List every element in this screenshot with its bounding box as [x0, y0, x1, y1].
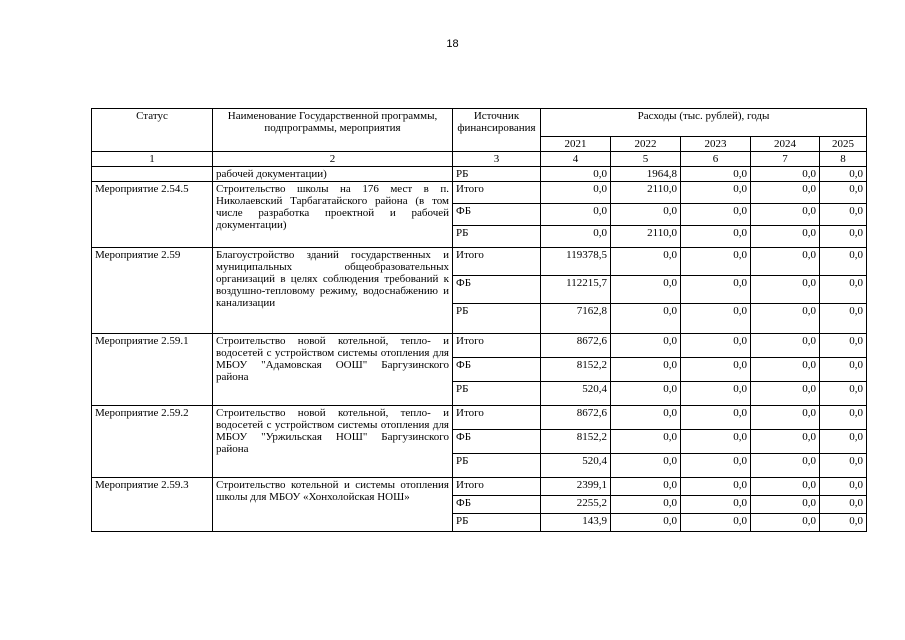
value-cell: 0,0	[611, 514, 681, 532]
source-cell: Итого	[453, 248, 541, 276]
value-cell: 8152,2	[541, 358, 611, 382]
value-cell: 0,0	[681, 182, 751, 204]
value-cell: 0,0	[681, 514, 751, 532]
value-cell: 0,0	[751, 454, 820, 478]
value-cell: 0,0	[751, 204, 820, 226]
name-cell: Благоустройство зданий государственных и муниципальных общеобразовательных организаций в целях соблюдения требований к воздушно-тепловому режиму, водоснабжению и канализации	[213, 248, 453, 334]
source-cell: РБ	[453, 514, 541, 532]
source-cell: ФБ	[453, 358, 541, 382]
value-cell: 0,0	[820, 496, 867, 514]
value-cell: 8672,6	[541, 406, 611, 430]
source-cell: ФБ	[453, 496, 541, 514]
name-cell: Строительство котельной и системы отопления школы для МБОУ «Хонхолойская НОШ»	[213, 478, 453, 532]
value-cell: 0,0	[751, 382, 820, 406]
header-year: 2024	[751, 137, 820, 152]
value-cell: 0,0	[681, 496, 751, 514]
value-cell: 0,0	[751, 182, 820, 204]
name-cell: Строительство новой котельной, тепло- и водосетей с устройством системы отопления для МБОУ "Уржильская НОШ" Баргузинского района	[213, 406, 453, 478]
value-cell: 0,0	[751, 276, 820, 304]
column-number: 1	[92, 152, 213, 167]
source-cell: ФБ	[453, 276, 541, 304]
value-cell: 0,0	[681, 406, 751, 430]
column-number: 7	[751, 152, 820, 167]
header-expenses: Расходы (тыс. рублей), годы	[541, 109, 867, 137]
value-cell: 8672,6	[541, 334, 611, 358]
value-cell: 0,0	[541, 167, 611, 182]
value-cell: 0,0	[820, 334, 867, 358]
column-number: 4	[541, 152, 611, 167]
header-source: Источник финансирования	[453, 109, 541, 152]
source-cell: РБ	[453, 304, 541, 334]
status-cell: Мероприятие 2.54.5	[92, 182, 213, 248]
header-status: Статус	[92, 109, 213, 152]
value-cell: 2110,0	[611, 226, 681, 248]
value-cell: 0,0	[820, 406, 867, 430]
value-cell: 0,0	[751, 478, 820, 496]
value-cell: 0,0	[820, 248, 867, 276]
value-cell: 0,0	[820, 204, 867, 226]
value-cell: 520,4	[541, 382, 611, 406]
table-row	[92, 406, 867, 430]
value-cell: 0,0	[681, 382, 751, 406]
value-cell: 0,0	[541, 226, 611, 248]
source-cell: Итого	[453, 406, 541, 430]
header-row	[92, 109, 867, 137]
value-cell: 0,0	[681, 167, 751, 182]
column-number: 8	[820, 152, 867, 167]
value-cell: 0,0	[611, 496, 681, 514]
header-year: 2023	[681, 137, 751, 152]
source-cell: ФБ	[453, 430, 541, 454]
source-cell: Итого	[453, 334, 541, 358]
value-cell: 0,0	[681, 304, 751, 334]
header-year: 2025	[820, 137, 867, 152]
value-cell: 0,0	[751, 406, 820, 430]
value-cell: 119378,5	[541, 248, 611, 276]
value-cell: 0,0	[751, 167, 820, 182]
column-number: 5	[611, 152, 681, 167]
value-cell: 0,0	[820, 454, 867, 478]
page-number: 18	[446, 38, 459, 50]
value-cell: 0,0	[611, 304, 681, 334]
status-cell: Мероприятие 2.59.2	[92, 406, 213, 478]
value-cell: 0,0	[820, 304, 867, 334]
value-cell: 0,0	[820, 276, 867, 304]
value-cell: 0,0	[611, 204, 681, 226]
value-cell: 0,0	[681, 358, 751, 382]
value-cell: 0,0	[681, 248, 751, 276]
status-cell	[92, 167, 213, 182]
value-cell: 0,0	[681, 276, 751, 304]
table-row	[92, 248, 867, 276]
value-cell: 0,0	[820, 430, 867, 454]
value-cell: 0,0	[681, 204, 751, 226]
status-cell: Мероприятие 2.59.1	[92, 334, 213, 406]
value-cell: 2110,0	[611, 182, 681, 204]
column-number: 6	[681, 152, 751, 167]
value-cell: 0,0	[541, 182, 611, 204]
value-cell: 0,0	[611, 454, 681, 478]
value-cell: 0,0	[751, 304, 820, 334]
table-row	[92, 182, 867, 204]
value-cell: 0,0	[751, 496, 820, 514]
value-cell: 0,0	[820, 167, 867, 182]
source-cell: РБ	[453, 226, 541, 248]
table-row	[92, 334, 867, 358]
value-cell: 143,9	[541, 514, 611, 532]
value-cell: 0,0	[611, 334, 681, 358]
value-cell: 0,0	[751, 358, 820, 382]
source-cell: РБ	[453, 382, 541, 406]
value-cell: 0,0	[681, 478, 751, 496]
header-year: 2021	[541, 137, 611, 152]
value-cell: 0,0	[611, 382, 681, 406]
value-cell: 0,0	[820, 478, 867, 496]
column-number: 3	[453, 152, 541, 167]
source-cell: Итого	[453, 478, 541, 496]
value-cell: 0,0	[611, 406, 681, 430]
value-cell: 0,0	[681, 430, 751, 454]
value-cell: 8152,2	[541, 430, 611, 454]
value-cell: 2399,1	[541, 478, 611, 496]
value-cell: 0,0	[820, 514, 867, 532]
source-cell: ФБ	[453, 204, 541, 226]
value-cell: 0,0	[611, 276, 681, 304]
value-cell: 0,0	[820, 358, 867, 382]
header-year: 2022	[611, 137, 681, 152]
column-numbers-row	[92, 152, 867, 167]
name-cell: рабочей документации)	[213, 167, 453, 182]
header-name: Наименование Государственной программы, подпрограммы, мероприятия	[213, 109, 453, 152]
value-cell: 0,0	[541, 204, 611, 226]
value-cell: 0,0	[611, 358, 681, 382]
value-cell: 0,0	[681, 454, 751, 478]
value-cell: 0,0	[611, 430, 681, 454]
source-cell: РБ	[453, 167, 541, 182]
value-cell: 112215,7	[541, 276, 611, 304]
value-cell: 0,0	[751, 248, 820, 276]
value-cell: 0,0	[681, 226, 751, 248]
value-cell: 0,0	[611, 478, 681, 496]
value-cell: 0,0	[751, 334, 820, 358]
value-cell: 0,0	[681, 334, 751, 358]
source-cell: Итого	[453, 182, 541, 204]
value-cell: 520,4	[541, 454, 611, 478]
value-cell: 1964,8	[611, 167, 681, 182]
value-cell: 0,0	[820, 226, 867, 248]
status-cell: Мероприятие 2.59	[92, 248, 213, 334]
value-cell: 0,0	[611, 248, 681, 276]
source-cell: РБ	[453, 454, 541, 478]
name-cell: Строительство школы на 176 мест в п. Николаевский Тарбагатайского района (в том числе разработка проектной и рабочей документации)	[213, 182, 453, 248]
status-cell: Мероприятие 2.59.3	[92, 478, 213, 532]
column-number: 2	[213, 152, 453, 167]
name-cell: Строительство новой котельной, тепло- и водосетей с устройством системы отопления для МБОУ "Адамовская ООШ" Баргузинского района	[213, 334, 453, 406]
continuation-row	[92, 167, 867, 182]
value-cell: 0,0	[820, 382, 867, 406]
table-row	[92, 478, 867, 496]
value-cell: 0,0	[751, 430, 820, 454]
value-cell: 0,0	[751, 226, 820, 248]
value-cell: 0,0	[820, 182, 867, 204]
value-cell: 7162,8	[541, 304, 611, 334]
value-cell: 2255,2	[541, 496, 611, 514]
value-cell: 0,0	[751, 514, 820, 532]
budget-table	[91, 108, 867, 532]
